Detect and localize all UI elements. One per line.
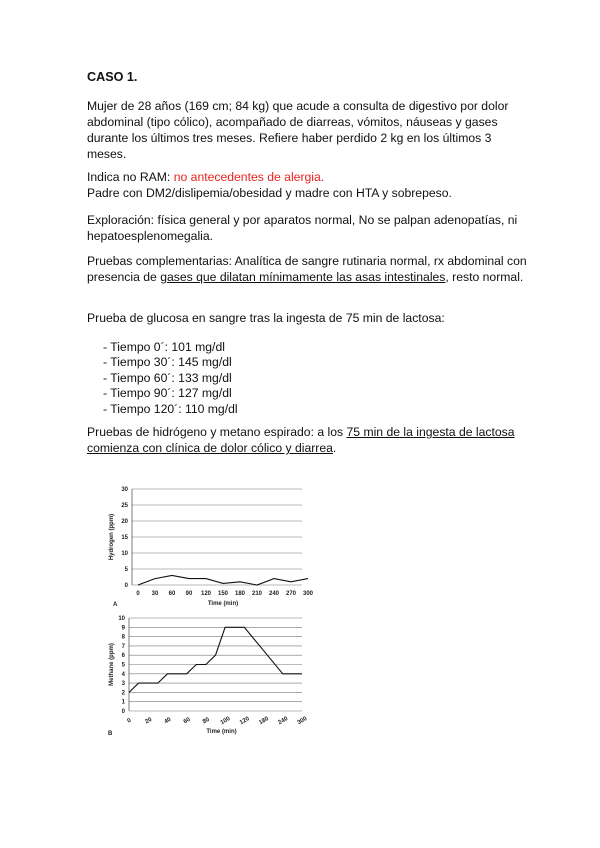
x-tick-label: 20 [144,716,154,726]
list-item: - Tiempo 60´: 133 mg/dl [103,370,232,385]
x-tick-label: 100 [219,716,232,727]
methane-series-line [129,627,302,692]
y-tick-label: 15 [121,535,128,541]
hydrogen-series-line [138,575,308,585]
x-tick-label: 120 [200,591,212,597]
x-tick-label: 180 [258,716,270,727]
x-tick-label: 60 [168,591,176,597]
x-axis-label: Time (min) [207,601,239,607]
x-tick-label: 150 [217,591,229,597]
family-history: Padre con DM2/dislipemia/obesidad y madre con HTA y sobrepeso. [87,186,452,200]
y-tick-label: 7 [121,643,125,650]
list-item: - Tiempo 30´: 145 mg/dl [103,355,232,370]
y-tick-label: 0 [124,583,128,589]
x-axis-label: Time (min) [206,729,237,735]
x-tick-label: 80 [201,716,211,726]
breath-text: Pruebas de hidrógeno y metano espirado: a los [87,425,347,439]
ram-label: Indica no RAM: [87,170,174,184]
exploration-paragraph: Exploración: física general y por aparatos normal, No se palpan adenopatías, ni hepatoesplenomegalia. [87,213,518,243]
list-item: - Tiempo 0´: 101 mg/dl [103,340,225,354]
glucose-list [103,340,238,417]
x-tick-label: 210 [251,591,263,597]
y-tick-label: 1 [121,699,125,706]
hydrogen-chart [105,480,315,610]
y-tick-label: 10 [121,551,128,557]
ram-line [87,169,527,185]
x-tick-label: 30 [151,591,159,597]
x-tick-label: 300 [296,716,309,727]
y-tick-label: 9 [121,625,125,632]
breath-suffix: . [332,441,337,455]
y-tick-label: 5 [121,662,125,669]
x-tick-label: 300 [302,591,314,597]
panel-label: A [113,602,118,608]
breath-paragraph [87,424,527,456]
y-tick-label: 25 [121,503,128,509]
x-tick-label: 180 [234,591,246,597]
ram-value: no antecedentes de alergia. [173,170,325,184]
tests-underlined: gases que dilatan mínimamente las asas intestinales [160,270,446,284]
y-tick-label: 3 [121,681,125,688]
y-tick-label: 8 [121,634,125,641]
breath-underlined: 75 min de la ingesta de lactosa comienza con clínica de dolor cólico y diarrea [87,425,515,455]
y-tick-label: 6 [121,653,125,660]
y-axis-label: Hydrogen (ppm) [109,513,115,561]
panel-label: B [108,731,113,737]
x-tick-label: 270 [285,591,297,597]
x-tick-label: 0 [136,591,140,597]
intro-paragraph: Mujer de 28 años (169 cm; 84 kg) que acude a consulta de digestivo por dolor abdominal (tipo cólico), acompañado de diarreas, vómitos, náuseas y gases durante los últimos tres meses. Refiere haber perdido 2 kg en los últimos 3 meses. [87,99,509,161]
y-tick-label: 4 [121,671,125,678]
y-tick-label: 10 [118,616,125,622]
tests-text: Pruebas complementarias: Analítica de sangre rutinaria normal, rx abdominal con presencia de [87,254,527,284]
list-item: - Tiempo 120´: 110 mg/dl [103,401,238,416]
y-tick-label: 20 [121,519,128,525]
y-tick-label: 5 [124,567,128,573]
x-tick-label: 240 [277,716,290,727]
glucose-intro: Prueba de glucosa en sangre tras la ingesta de 75 min de lactosa: [87,311,445,325]
x-tick-label: 60 [182,716,192,726]
methane-chart [105,610,315,745]
y-tick-label: 0 [121,709,125,715]
y-axis-label: Methane (ppm) [109,643,115,686]
y-tick-label: 30 [121,487,128,493]
tests-suffix: , resto normal. [445,270,524,284]
y-tick-label: 2 [121,690,125,697]
list-item: - Tiempo 90´: 127 mg/dl [103,386,232,401]
case-title: CASO 1. [87,70,138,84]
x-tick-label: 40 [163,716,173,726]
tests-paragraph [87,253,527,285]
x-tick-label: 0 [126,717,133,725]
x-tick-label: 240 [268,591,280,597]
x-tick-label: 90 [185,591,193,597]
x-tick-label: 120 [238,716,251,727]
